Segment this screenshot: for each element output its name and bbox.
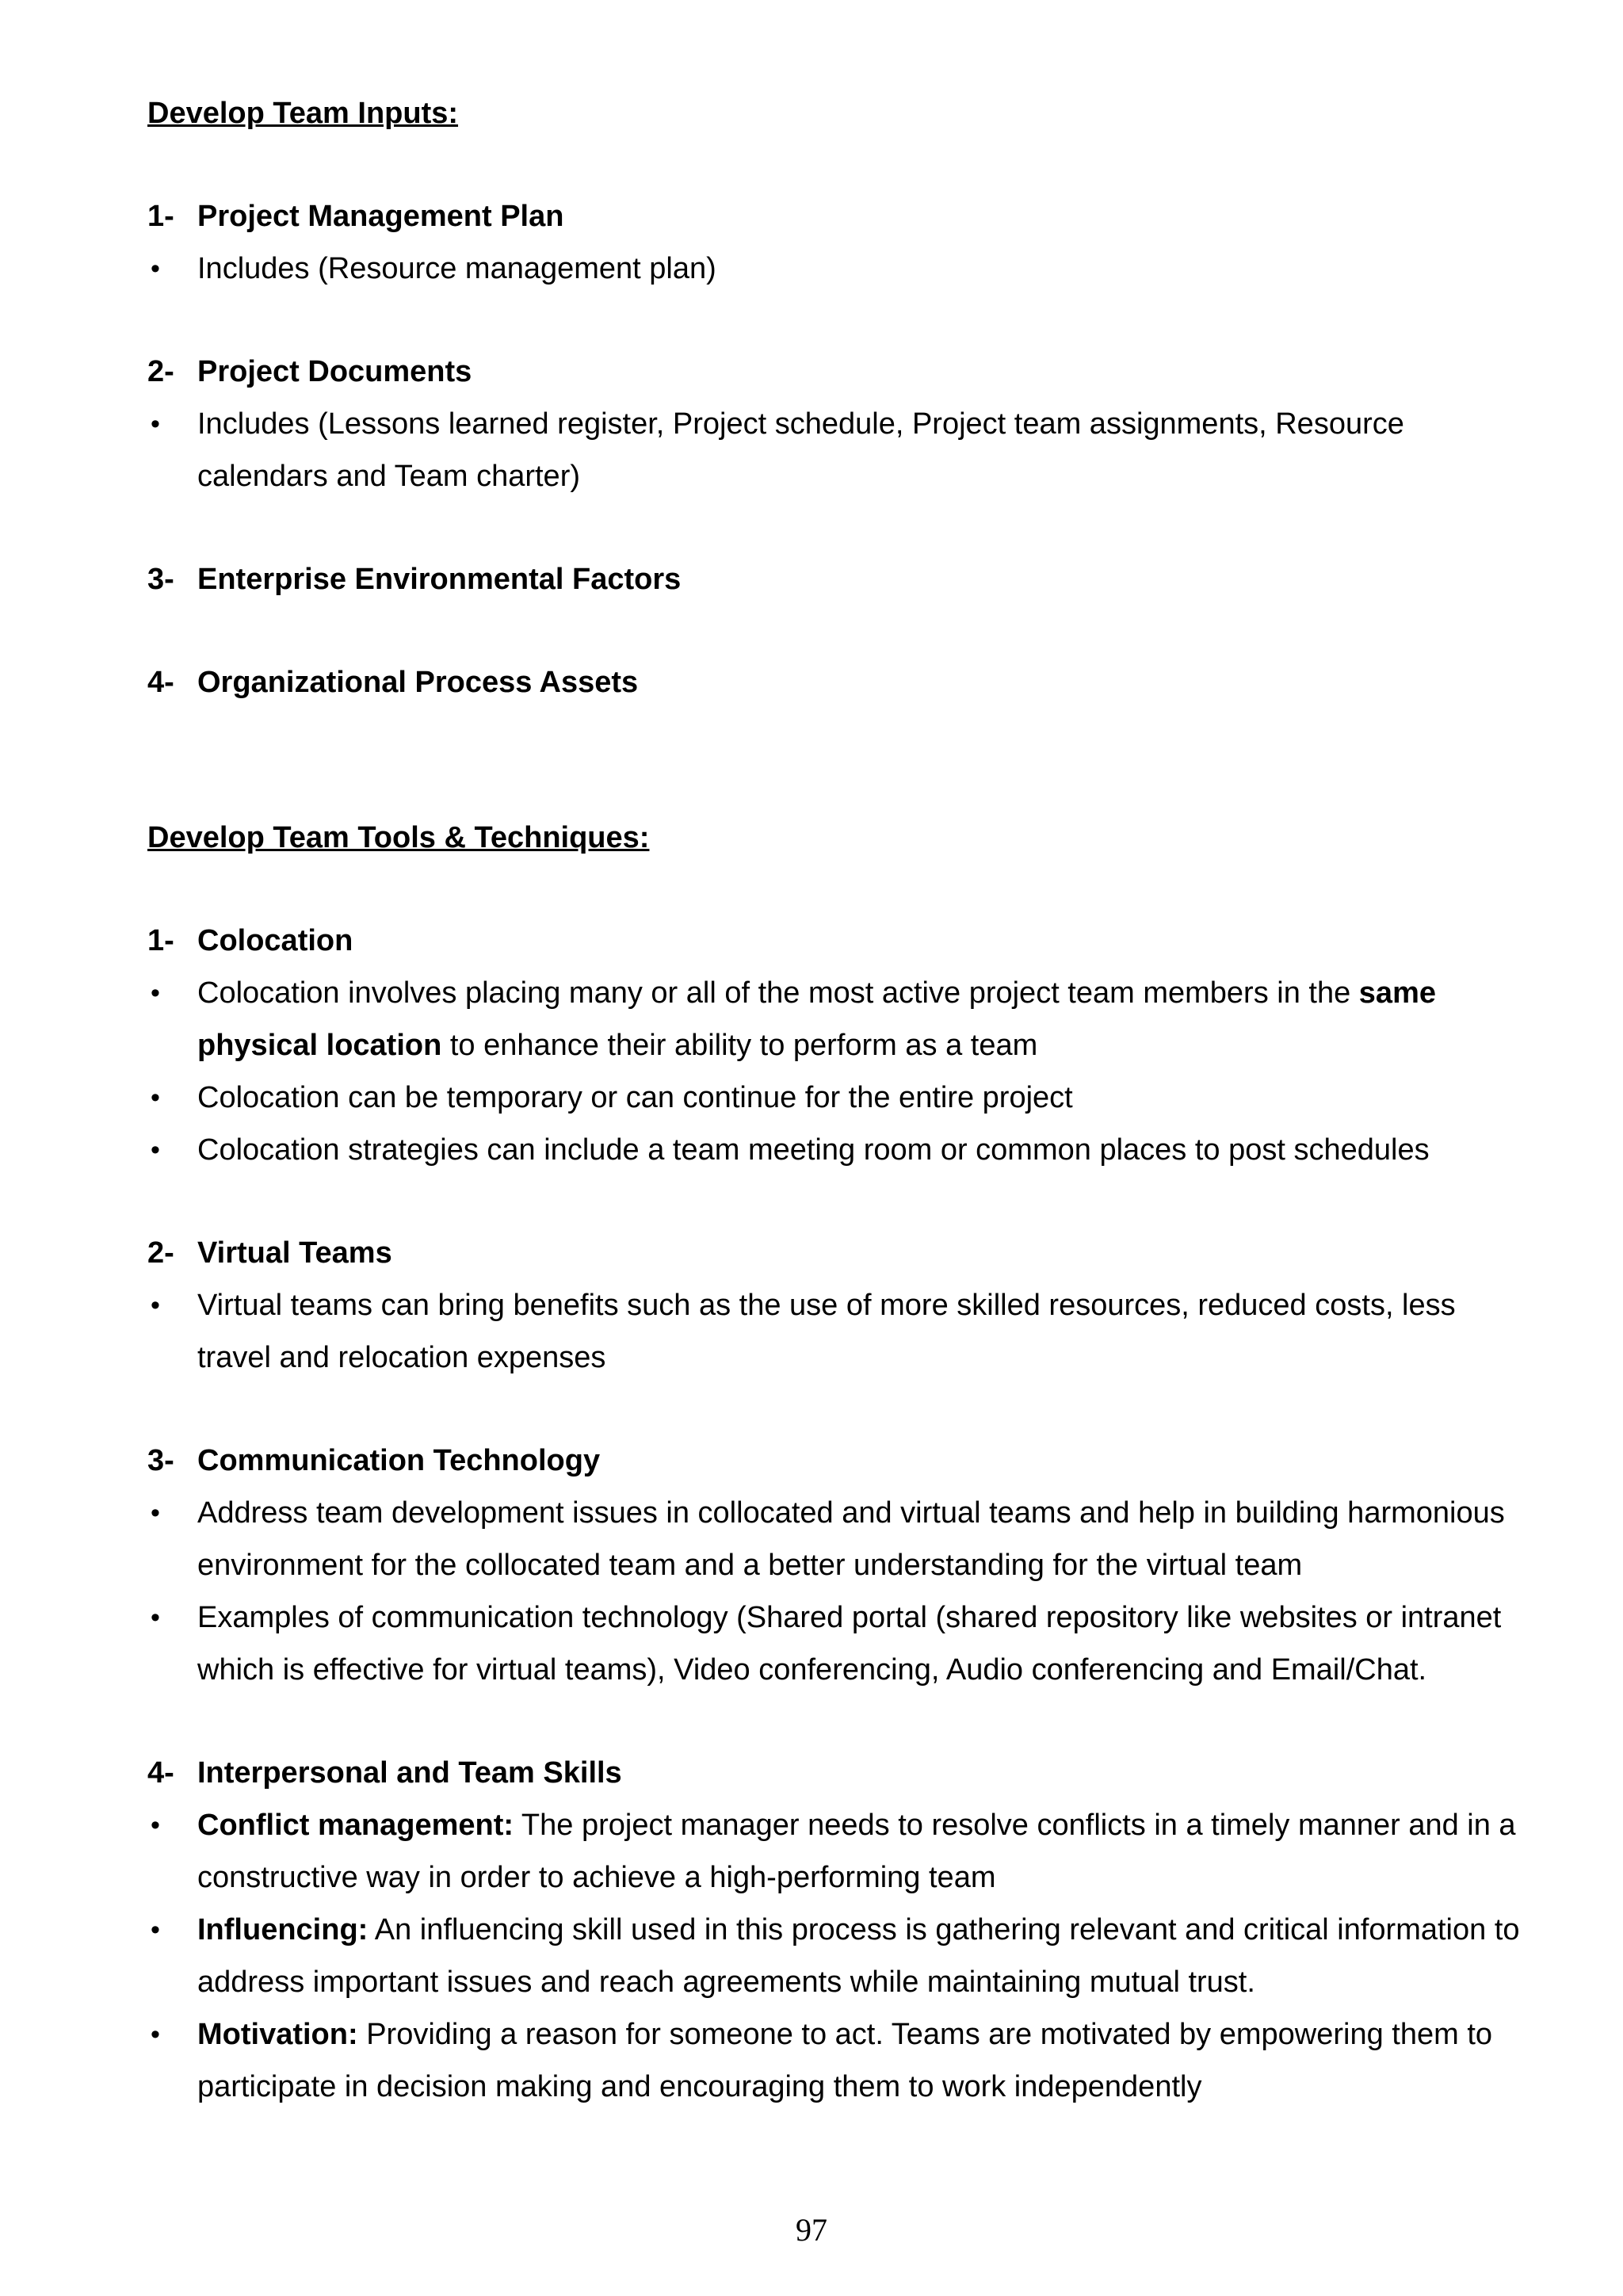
item-number: 1- xyxy=(147,924,174,957)
list-item: • Conflict management: The project manager needs to resolve conflicts in a timely manner and in a constructive way in order to achieve a high-performing team xyxy=(147,1799,1534,1904)
list-item: • Colocation can be temporary or can continue for the entire project xyxy=(147,1072,1534,1124)
item-title xyxy=(147,346,1534,398)
list-item: • Includes (Lessons learned register, Project schedule, Project team assignments, Resource calendars and Team charter) xyxy=(147,398,1534,502)
bullet-icon: • xyxy=(151,1498,160,1528)
item-title-text: Project Documents xyxy=(197,355,472,388)
item-title xyxy=(147,190,1534,243)
item-title xyxy=(147,656,1534,709)
bullet-icon: • xyxy=(151,409,160,439)
item-number: 4- xyxy=(147,666,174,699)
bullet-icon: • xyxy=(151,1603,160,1633)
item-title-text: Organizational Process Assets xyxy=(197,666,639,699)
item-title-text: Enterprise Environmental Factors xyxy=(197,563,682,596)
item-title-text: Interpersonal and Team Skills xyxy=(197,1756,622,1790)
item-number: 3- xyxy=(147,1444,174,1477)
bullet-list xyxy=(147,1799,1534,2113)
list-item: • Includes (Resource management plan) xyxy=(147,243,1534,295)
section-heading-tools: Develop Team Tools & Techniques: xyxy=(147,821,650,854)
item-title xyxy=(147,553,1534,606)
bullet-list xyxy=(147,967,1534,1176)
bullet-list xyxy=(147,398,1534,502)
item-title xyxy=(147,1435,1534,1487)
document-page xyxy=(147,87,1534,2113)
list-item: • Virtual teams can bring benefits such as the use of more skilled resources, reduced costs, less travel and relocation expenses xyxy=(147,1279,1534,1384)
item-number: 2- xyxy=(147,1236,174,1270)
item-title-text: Virtual Teams xyxy=(197,1236,392,1270)
list-item: • Address team development issues in collocated and virtual teams and help in building harmonious environment for the collocated team and a better understanding for the virtual team xyxy=(147,1487,1534,1591)
item-title xyxy=(147,1227,1534,1279)
bullet-icon: • xyxy=(151,1915,160,1945)
list-item: • Colocation involves placing many or all of the most active project team members in the same physical location to enhance their ability to perform as a team xyxy=(147,967,1534,1072)
bullet-icon: • xyxy=(151,1290,160,1320)
item-number: 3- xyxy=(147,563,174,596)
list-item: • Colocation strategies can include a team meeting room or common places to post schedules xyxy=(147,1124,1534,1176)
item-number: 1- xyxy=(147,200,174,233)
item-title xyxy=(147,915,1534,967)
bullet-list xyxy=(147,1279,1534,1384)
bullet-icon: • xyxy=(151,1083,160,1113)
item-number: 4- xyxy=(147,1756,174,1790)
item-title xyxy=(147,1747,1534,1799)
item-number: 2- xyxy=(147,355,174,388)
list-item: • Examples of communication technology (Shared portal (shared repository like websites or intranet which is effective for virtual teams), Video conferencing, Audio conferencing and Email/Chat. xyxy=(147,1591,1534,1696)
list-item: • Influencing: An influencing skill used in this process is gathering relevant and critical information to address important issues and reach agreements while maintaining mutual trust. xyxy=(147,1904,1534,2008)
page-number: 97 xyxy=(796,2212,827,2248)
section-heading-inputs: Develop Team Inputs: xyxy=(147,97,459,130)
item-title-text: Project Management Plan xyxy=(197,200,564,233)
bullet-list xyxy=(147,1487,1534,1696)
list-item: • Motivation: Providing a reason for someone to act. Teams are motivated by empowering them to participate in decision making and encouraging them to work independently xyxy=(147,2008,1534,2113)
bullet-icon: • xyxy=(151,1135,160,1165)
bullet-icon: • xyxy=(151,1810,160,1840)
bullet-list xyxy=(147,243,1534,295)
bullet-icon: • xyxy=(151,2019,160,2050)
bullet-icon: • xyxy=(151,978,160,1008)
bullet-icon: • xyxy=(151,254,160,284)
item-title-text: Communication Technology xyxy=(197,1444,601,1477)
item-title-text: Colocation xyxy=(197,924,353,957)
